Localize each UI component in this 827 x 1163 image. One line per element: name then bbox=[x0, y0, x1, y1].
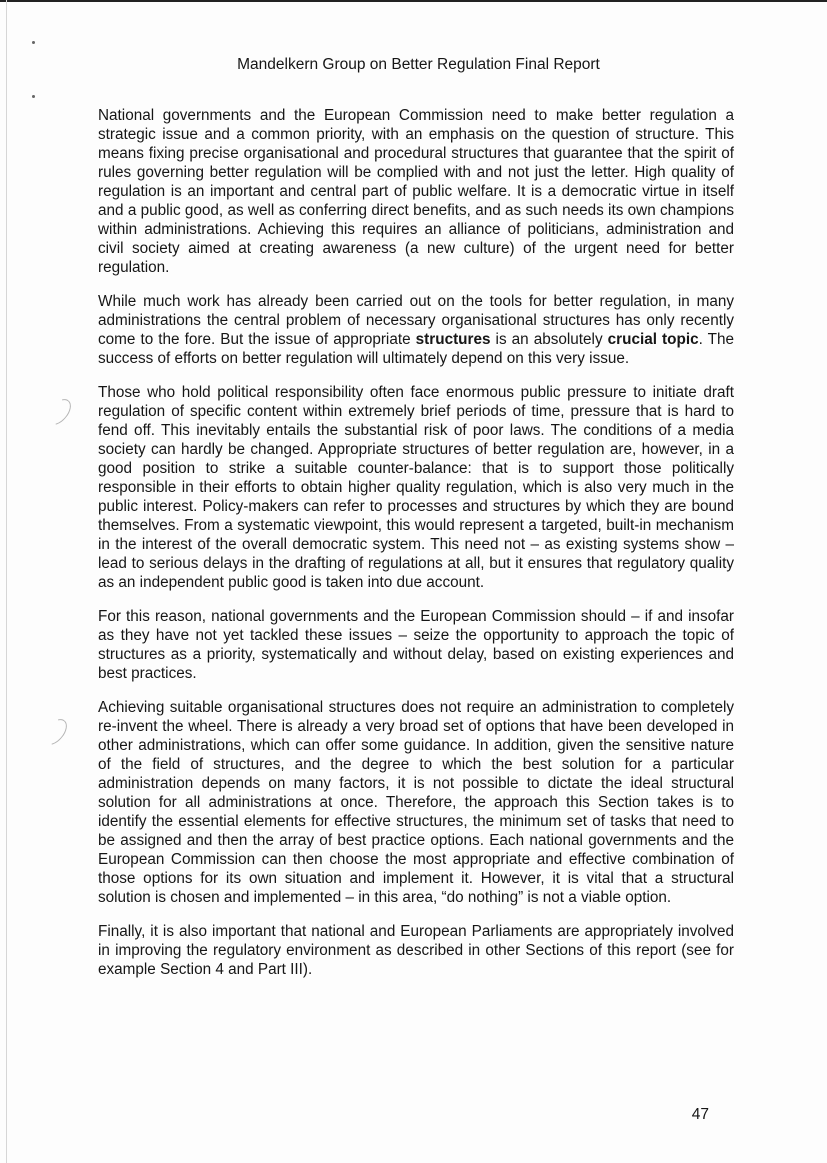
punch-hole-mark bbox=[42, 395, 75, 430]
left-scan-edge bbox=[6, 0, 7, 1163]
scan-speck bbox=[32, 41, 35, 44]
punch-hole-mark bbox=[38, 715, 71, 750]
top-border-line bbox=[0, 0, 827, 2]
bold-term-crucial-topic: crucial topic bbox=[607, 331, 699, 348]
paragraph-3: Those who hold political responsibility often face enormous public pressure to initiate draft regulation of specific content within extremely brief periods of time, pressure that is hard to fend off. This inevitably entails the substantial risk of poor laws. The conditions of a media society can hardly be changed. Appropriate structures of better regulation are, however, in a good position to strike a suitable counter-balance: that is to support those politically responsible in their efforts to obtain higher quality regulation, which is also very much in the public interest. Policy-makers can refer to processes and structures by which they are bound themselves. From a systematic viewpoint, this would represent a targeted, built-in mechanism in the interest of the overall democratic system. This need not – as existing systems show – lead to serious delays in the drafting of regulations at all, but it ensures that regulatory quality as an independent public good is taken into due account. bbox=[98, 384, 734, 591]
paragraph-2-text-b: is an absolutely bbox=[490, 331, 608, 348]
scan-speck bbox=[32, 95, 35, 98]
page-number: 47 bbox=[691, 1106, 709, 1123]
running-header: Mandelkern Group on Better Regulation Final Report bbox=[237, 56, 600, 73]
paragraph-1: National governments and the European Commission need to make better regulation a strategic issue and a common priority, with an emphasis on the question of structure. This means fixing precise organisational and procedural structures that guarantee that the spirit of rules governing better regulation will be complied with and not just the letter. High quality of regulation is an important and central part of public welfare. It is a democratic virtue in itself and a public good, as well as conferring direct benefits, and as such needs its own champions within administrations. Achieving this requires an alliance of politicians, administration and civil society aimed at creating awareness (a new culture) of the urgent need for better regulation. bbox=[98, 107, 734, 276]
paragraph-5: Achieving suitable organisational structures does not require an administration to completely re-invent the wheel. There is already a very broad set of options that have been developed in other administrations, which can offer some guidance. In addition, given the sensitive nature of the field of structures, and the degree to which the best solution for a particular administration depends on many factors, it is not possible to dictate the ideal structural solution for all administrations at once. Therefore, the approach this Section takes is to identify the essential elements for effective structures, the minimum set of tasks that need to be assigned and then the array of best practice options. Each national governments and the European Commission can then choose the most appropriate and effective combination of those options for its own situation and implement it. However, it is vital that a structural solution is chosen and implemented – in this area, “do nothing” is not a viable option. bbox=[98, 699, 734, 906]
body-text bbox=[98, 106, 734, 994]
paragraph-6: Finally, it is also important that national and European Parliaments are appropriately involved in improving the regulatory environment as described in other Sections of this report (see for example Section 4 and Part III). bbox=[98, 923, 734, 978]
paragraph-2-text-c: . The success of efforts on better regulation will ultimately depend on this very issue. bbox=[98, 331, 734, 367]
paragraph-2-text-a: While much work has already been carried out on the tools for better regulation, in many administrations the central problem of necessary organisational structures has only recently come to the fore. But the issue of appropriate bbox=[98, 293, 734, 348]
paragraph-2 bbox=[98, 292, 734, 368]
bold-term-structures: structures bbox=[415, 331, 491, 348]
paragraph-4: For this reason, national governments and the European Commission should – if and insofar as they have not yet tackled these issues – seize the opportunity to approach the topic of structures as a priority, systematically and without delay, based on existing experiences and best practices. bbox=[98, 608, 734, 682]
